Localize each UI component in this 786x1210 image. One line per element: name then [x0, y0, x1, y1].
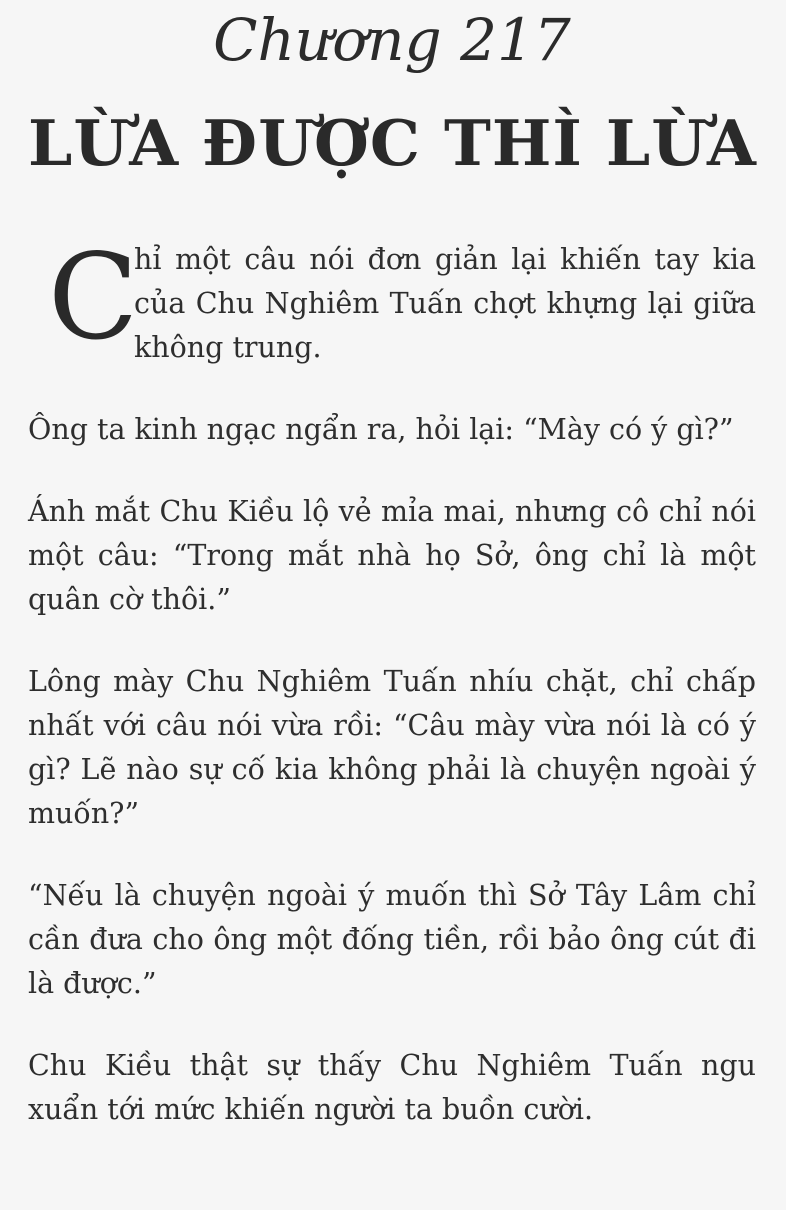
paragraph: Ánh mắt Chu Kiều lộ vẻ mỉa mai, nhưng cô chỉ nói một câu: “Trong mắt nhà họ Sở, ông chỉ là một quân cờ thôi.”	[28, 495, 756, 616]
chapter-number: Chương 217	[213, 6, 571, 74]
reading-page	[0, 8, 786, 1210]
paragraph: Ông ta kinh ngạc ngẩn ra, hỏi lại: “Mày có ý gì?”	[28, 413, 734, 446]
first-paragraph	[28, 228, 756, 370]
drop-cap: C	[48, 228, 139, 366]
chapter-title: LỪA ĐƯỢC THÌ LỪA	[28, 106, 757, 180]
first-paragraph-text: hỉ một câu nói đơn giản lại khiến tay kia của Chu Nghiêm Tuấn chợt khựng lại giữa không trung.	[134, 243, 756, 364]
chapter-body	[28, 228, 756, 1132]
paragraph: Chu Kiều thật sự thấy Chu Nghiêm Tuấn ngu xuẩn tới mức khiến người ta buồn cười.	[28, 1049, 756, 1126]
paragraph: “Nếu là chuyện ngoài ý muốn thì Sở Tây Lâm chỉ cần đưa cho ông một đống tiền, rồi bảo ông cút đi là được.”	[28, 879, 756, 1000]
paragraph: Lông mày Chu Nghiêm Tuấn nhíu chặt, chỉ chấp nhất với câu nói vừa rồi: “Câu mày vừa nói là có ý gì? Lẽ nào sự cố kia không phải là chuyện ngoài ý muốn?”	[28, 665, 756, 830]
